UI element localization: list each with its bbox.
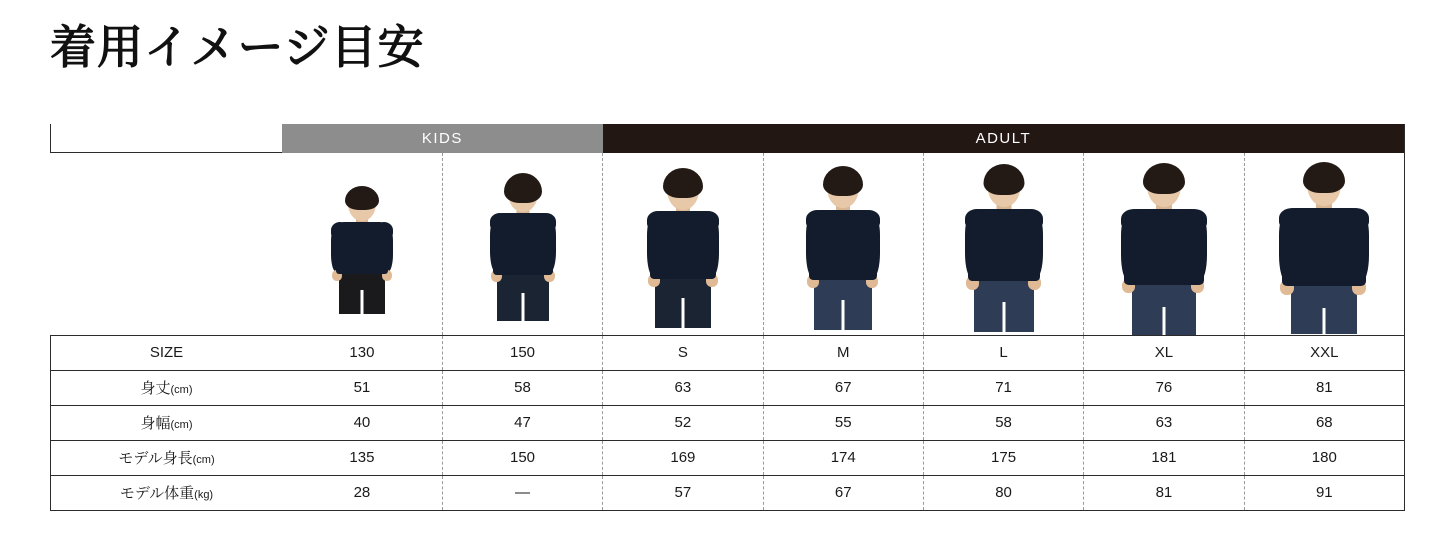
model-hair xyxy=(663,168,703,198)
cell-width-l: 58 xyxy=(923,405,1083,440)
model-cell-m xyxy=(763,153,923,336)
row-label-body-width xyxy=(51,405,283,440)
row-label-text: 身幅 xyxy=(140,415,171,432)
cell-model-weight-m: 67 xyxy=(763,475,923,510)
cell-size-s: S xyxy=(603,335,763,370)
cell-model-height-xl: 181 xyxy=(1084,440,1244,475)
model-hair xyxy=(1143,163,1185,194)
cell-model-weight-xxl: 91 xyxy=(1244,475,1404,510)
cell-length-150: 58 xyxy=(442,370,602,405)
model-shoulder-left xyxy=(331,222,349,238)
model-shoulder-right xyxy=(536,213,556,230)
cell-model-height-xxl: 180 xyxy=(1244,440,1404,475)
table-row xyxy=(51,335,1405,370)
cell-model-height-m: 174 xyxy=(763,440,923,475)
size-table xyxy=(50,124,1405,511)
cell-length-xl: 76 xyxy=(1084,370,1244,405)
model-leg-gap xyxy=(1323,308,1326,334)
model-shoulder-right xyxy=(697,211,719,229)
cell-width-130: 40 xyxy=(282,405,442,440)
cell-length-s: 63 xyxy=(603,370,763,405)
row-label-body-length xyxy=(51,370,283,405)
model-shoulder-left xyxy=(806,210,829,228)
model-cell-xxl xyxy=(1244,153,1404,336)
model-leg-gap xyxy=(1162,307,1165,335)
model-leg-gap xyxy=(360,290,363,314)
model-hair xyxy=(1303,162,1345,193)
cell-size-150: 150 xyxy=(442,335,602,370)
cell-model-weight-l: 80 xyxy=(923,475,1083,510)
model-shoulder-left xyxy=(1121,209,1147,229)
model-cell-130 xyxy=(282,153,442,336)
page-title: 着用イメージ目安 xyxy=(50,21,425,73)
model-hair xyxy=(504,173,542,203)
size-table-container xyxy=(50,124,1405,511)
model-shoulder-right xyxy=(1019,209,1043,228)
cell-model-height-130: 135 xyxy=(282,440,442,475)
cell-model-weight-130: 28 xyxy=(282,475,442,510)
cell-model-height-s: 169 xyxy=(603,440,763,475)
model-shoulder-right xyxy=(1342,208,1369,228)
row-label-text: 身丈 xyxy=(140,380,171,397)
model-shoulder-right xyxy=(375,222,393,238)
model-leg-gap xyxy=(521,293,524,321)
model-shoulder-left xyxy=(965,209,989,228)
cell-length-l: 71 xyxy=(923,370,1083,405)
model-cell-150 xyxy=(442,153,602,336)
cell-size-xl: XL xyxy=(1084,335,1244,370)
row-label-size xyxy=(51,335,283,370)
group-header-adult: ADULT xyxy=(603,124,1405,153)
model-hair xyxy=(823,166,863,196)
cell-size-130: 130 xyxy=(282,335,442,370)
group-header-row xyxy=(51,124,1405,153)
cell-length-130: 51 xyxy=(282,370,442,405)
model-image-row xyxy=(51,153,1405,336)
row-label-text: モデル体重 xyxy=(119,485,195,502)
group-header-kids: KIDS xyxy=(282,124,603,153)
cell-width-xl: 63 xyxy=(1084,405,1244,440)
row-label-model-height xyxy=(51,440,283,475)
cell-model-weight-xl: 81 xyxy=(1084,475,1244,510)
cell-width-s: 52 xyxy=(603,405,763,440)
model-shoulder-left xyxy=(1279,208,1306,228)
cell-model-weight-s: 57 xyxy=(603,475,763,510)
row-label-model-weight xyxy=(51,475,283,510)
model-cell-xl xyxy=(1084,153,1244,336)
model-shoulder-right xyxy=(857,210,880,228)
table-row xyxy=(51,475,1405,510)
cell-width-m: 55 xyxy=(763,405,923,440)
model-cell-s xyxy=(603,153,763,336)
model-leg-gap xyxy=(1002,302,1005,332)
group-header-blank xyxy=(51,124,283,153)
row-label-text: モデル身長 xyxy=(118,450,193,467)
cell-size-xxl: XXL xyxy=(1244,335,1404,370)
model-shoulder-left xyxy=(647,211,669,229)
model-leg-gap xyxy=(681,298,684,328)
cell-size-l: L xyxy=(923,335,1083,370)
row-label-text: SIZE xyxy=(149,344,184,361)
cell-model-height-l: 175 xyxy=(923,440,1083,475)
cell-size-m: M xyxy=(763,335,923,370)
model-leg-gap xyxy=(842,300,845,330)
model-row-label-cell xyxy=(51,153,283,336)
cell-model-weight-150: — xyxy=(442,475,602,510)
row-label-unit: (kg) xyxy=(194,489,214,501)
model-hair xyxy=(345,186,379,210)
table-row xyxy=(51,370,1405,405)
table-row xyxy=(51,405,1405,440)
cell-length-m: 67 xyxy=(763,370,923,405)
model-hair xyxy=(983,164,1024,195)
cell-width-150: 47 xyxy=(442,405,602,440)
model-shoulder-left xyxy=(490,213,510,230)
cell-length-xxl: 81 xyxy=(1244,370,1404,405)
cell-model-height-150: 150 xyxy=(442,440,602,475)
model-shoulder-right xyxy=(1181,209,1207,229)
row-label-unit: (cm) xyxy=(170,384,193,396)
cell-width-xxl: 68 xyxy=(1244,405,1404,440)
row-label-unit: (cm) xyxy=(170,419,193,431)
table-row xyxy=(51,440,1405,475)
model-cell-l xyxy=(923,153,1083,336)
row-label-unit: (cm) xyxy=(192,454,215,466)
